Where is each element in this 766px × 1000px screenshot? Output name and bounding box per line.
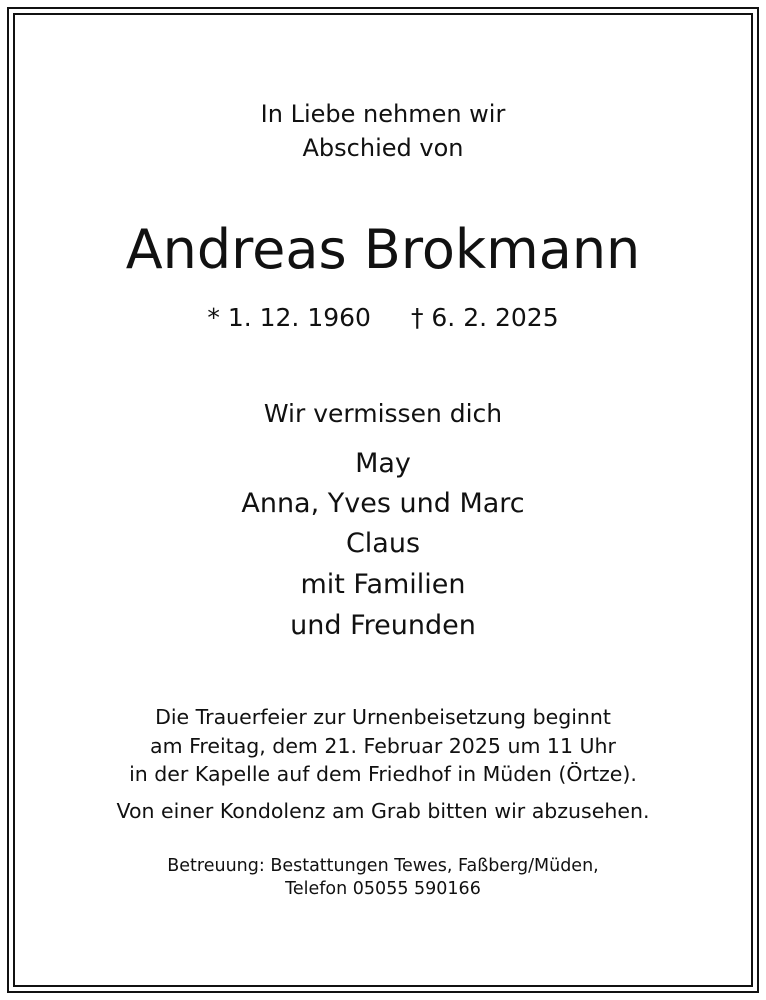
death-date: † 6. 2. 2025 bbox=[410, 303, 559, 332]
condolence-note: Von einer Kondolenz am Grab bitten wir abzusehen. bbox=[116, 799, 650, 823]
mourner-line-4: mit Familien bbox=[300, 569, 466, 600]
service-line-2: am Freitag, dem 21. Februar 2025 um 11 Uhr bbox=[150, 734, 616, 758]
undertaker-line-1: Betreuung: Bestattungen Tewes, Faßberg/Müden, bbox=[167, 856, 599, 876]
deceased-name: Andreas Brokmann bbox=[125, 218, 641, 281]
undertaker-line-2: Telefon 05055 590166 bbox=[285, 879, 481, 899]
mourners-lead: Wir vermissen dich bbox=[263, 399, 503, 428]
mourner-line-3: Claus bbox=[345, 528, 421, 559]
service-line-3: in der Kapelle auf dem Friedhof in Müden (Örtze). bbox=[129, 762, 637, 786]
service-line-1: Die Trauerfeier zur Urnenbeisetzung beginnt bbox=[155, 705, 611, 729]
life-dates bbox=[0, 303, 766, 332]
mourner-line-5: und Freunden bbox=[290, 610, 476, 641]
intro-line-1: In Liebe nehmen wir bbox=[260, 100, 506, 128]
intro-line-2: Abschied von bbox=[302, 134, 464, 162]
birth-date: * 1. 12. 1960 bbox=[207, 303, 371, 332]
mourner-line-2: Anna, Yves und Marc bbox=[241, 488, 525, 519]
mourner-line-1: May bbox=[355, 448, 411, 479]
